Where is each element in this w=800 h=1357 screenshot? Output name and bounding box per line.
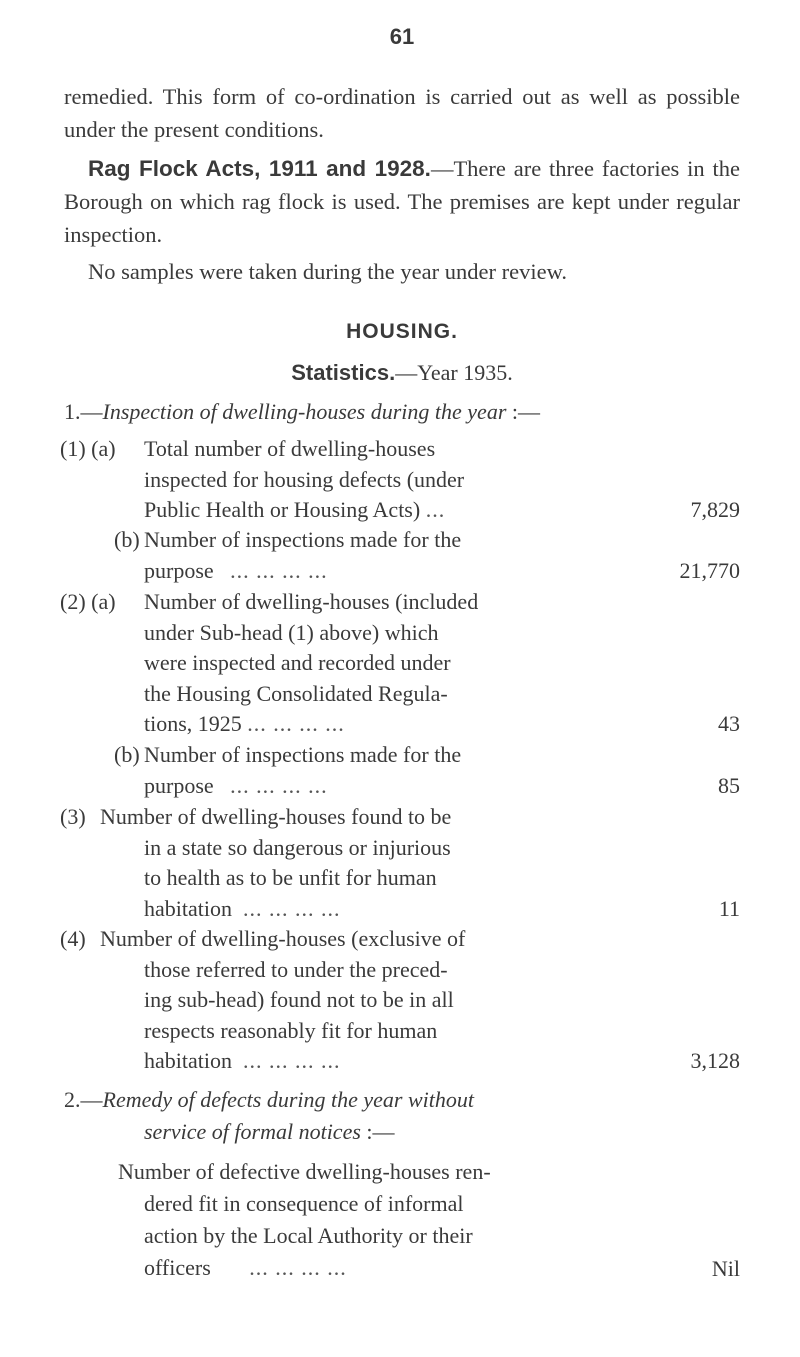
section-2-line-d-row [118, 1252, 491, 1284]
item-3-dots: ... ... ... ... [242, 895, 341, 921]
item-2b-line-2-row [144, 771, 461, 802]
statistics-label: Statistics. [291, 360, 396, 385]
housing-heading: HOUSING. [346, 320, 458, 343]
item-4-dots: ... ... ... ... [242, 1048, 341, 1073]
item-2a-line-5: tions, 1925 [144, 711, 242, 736]
section-2-suffix: :— [360, 1119, 395, 1144]
item-2a-line-4: the Housing Consolidated Regula- [144, 680, 448, 706]
item-1a-marker: (1) (a) [60, 436, 116, 461]
item-3-line-4: habitation [144, 895, 232, 921]
section-1-title: Inspection of dwelling-houses during the year [102, 399, 507, 424]
rag-flock-paragraph [64, 152, 740, 251]
item-3-text [100, 802, 452, 924]
section-2-heading [64, 1084, 740, 1148]
item-4-line-5: habitation [144, 1048, 232, 1073]
item-2b-line-2: purpose [144, 772, 214, 798]
section-2-value: Nil [711, 1256, 740, 1281]
item-2a [60, 587, 740, 743]
section-1-number: 1.— [64, 399, 103, 424]
item-1b-text [144, 525, 461, 586]
item-3-line-4-row [144, 894, 451, 925]
section-2-item [64, 1156, 740, 1286]
item-1a [60, 434, 740, 529]
rag-flock-text: —There are three factories in the Borough on which rag flock is used. The premises are kept under regular inspection. [64, 156, 740, 247]
item-3-line-3: to health as to be unfit for human [144, 865, 437, 890]
item-1a-dots: ... [425, 497, 446, 522]
intro-paragraph: remedied. This form of co-ordination is carried out as well as possible under the present conditions. [64, 84, 740, 142]
item-2a-line-3: were inspected and recorded under [144, 650, 451, 675]
section-2-line-2-row [64, 1116, 740, 1148]
item-3-marker: (3) [60, 804, 86, 829]
item-4-line-2: those referred to under the preced- [144, 956, 448, 982]
item-2b-text [144, 740, 461, 801]
item-2a-marker: (2) (a) [60, 589, 116, 614]
item-3-line-1: Number of dwelling-houses found to be [100, 804, 452, 829]
item-2a-line-5-row [144, 709, 478, 740]
page-number: 61 [389, 24, 415, 49]
item-4-line-3: ing sub-head) found not to be in all [144, 987, 454, 1012]
section-2-title-2: service of formal notices [144, 1119, 361, 1144]
section-2-dots: ... ... ... ... [249, 1255, 347, 1280]
item-1b-dots: ... ... ... ... [230, 557, 328, 583]
item-4-value: 3,128 [690, 1048, 740, 1073]
item-4-marker: (4) [60, 926, 86, 951]
statistics-line [64, 360, 740, 386]
item-2b [64, 740, 740, 802]
item-1b-line-1: Number of inspections made for the [144, 527, 462, 552]
section-2-line-d: officers [144, 1255, 211, 1280]
item-4-line-5-row [144, 1046, 465, 1077]
item-2b-value: 85 [718, 773, 740, 798]
no-samples-paragraph: No samples were taken during the year under review. [88, 259, 567, 284]
item-1a-line-3: Public Health or Housing Acts) [144, 497, 421, 522]
section-2-number: 2.— [64, 1087, 103, 1112]
item-2a-text [144, 587, 478, 740]
item-2b-marker: (b) [114, 742, 140, 767]
item-1b-line-2: purpose [144, 557, 214, 583]
item-1b-value: 21,770 [679, 558, 740, 583]
item-4-text [100, 924, 466, 1077]
item-3-value: 11 [718, 896, 740, 921]
section-1-suffix: :— [506, 399, 541, 424]
item-4-line-1: Number of dwelling-houses (exclusive of [100, 926, 466, 951]
item-1a-value: 7,829 [690, 497, 740, 522]
section-1-heading [64, 396, 740, 428]
item-1a-line-1: Total number of dwelling-houses [144, 436, 436, 461]
item-4 [60, 924, 740, 1080]
section-2-line-b: dered fit in consequence of informal [144, 1191, 464, 1216]
item-1b-line-2-row [144, 556, 461, 587]
section-2-line-1-row [64, 1084, 740, 1116]
rag-flock-title: Rag Flock Acts, 1911 and 1928. [88, 156, 431, 181]
item-1b-marker: (b) [114, 527, 140, 552]
item-4-line-4: respects reasonably fit for human [144, 1017, 438, 1043]
section-2-title-1: Remedy of defects during the year without [102, 1087, 474, 1112]
item-2b-dots: ... ... ... ... [230, 772, 328, 798]
section-2-line-c: action by the Local Authority or their [144, 1223, 473, 1248]
item-1b [64, 525, 740, 587]
statistics-year: —Year 1935. [395, 360, 513, 385]
item-1a-line-3-row [144, 495, 464, 526]
section-2-item-text [118, 1156, 491, 1284]
item-2a-line-2: under Sub-head (1) above) which [144, 619, 439, 645]
item-1a-text [144, 434, 464, 526]
item-2b-line-1: Number of inspections made for the [144, 742, 462, 767]
item-2a-dots: ... ... ... ... [247, 711, 345, 736]
item-3 [60, 802, 740, 927]
item-2a-line-1: Number of dwelling-houses (included [144, 589, 479, 614]
section-2-line-a: Number of defective dwelling-houses ren- [118, 1159, 491, 1184]
item-2a-value: 43 [718, 711, 740, 736]
item-1a-line-2: inspected for housing defects (under [144, 466, 465, 492]
item-3-line-2: in a state so dangerous or injurious [144, 834, 451, 860]
